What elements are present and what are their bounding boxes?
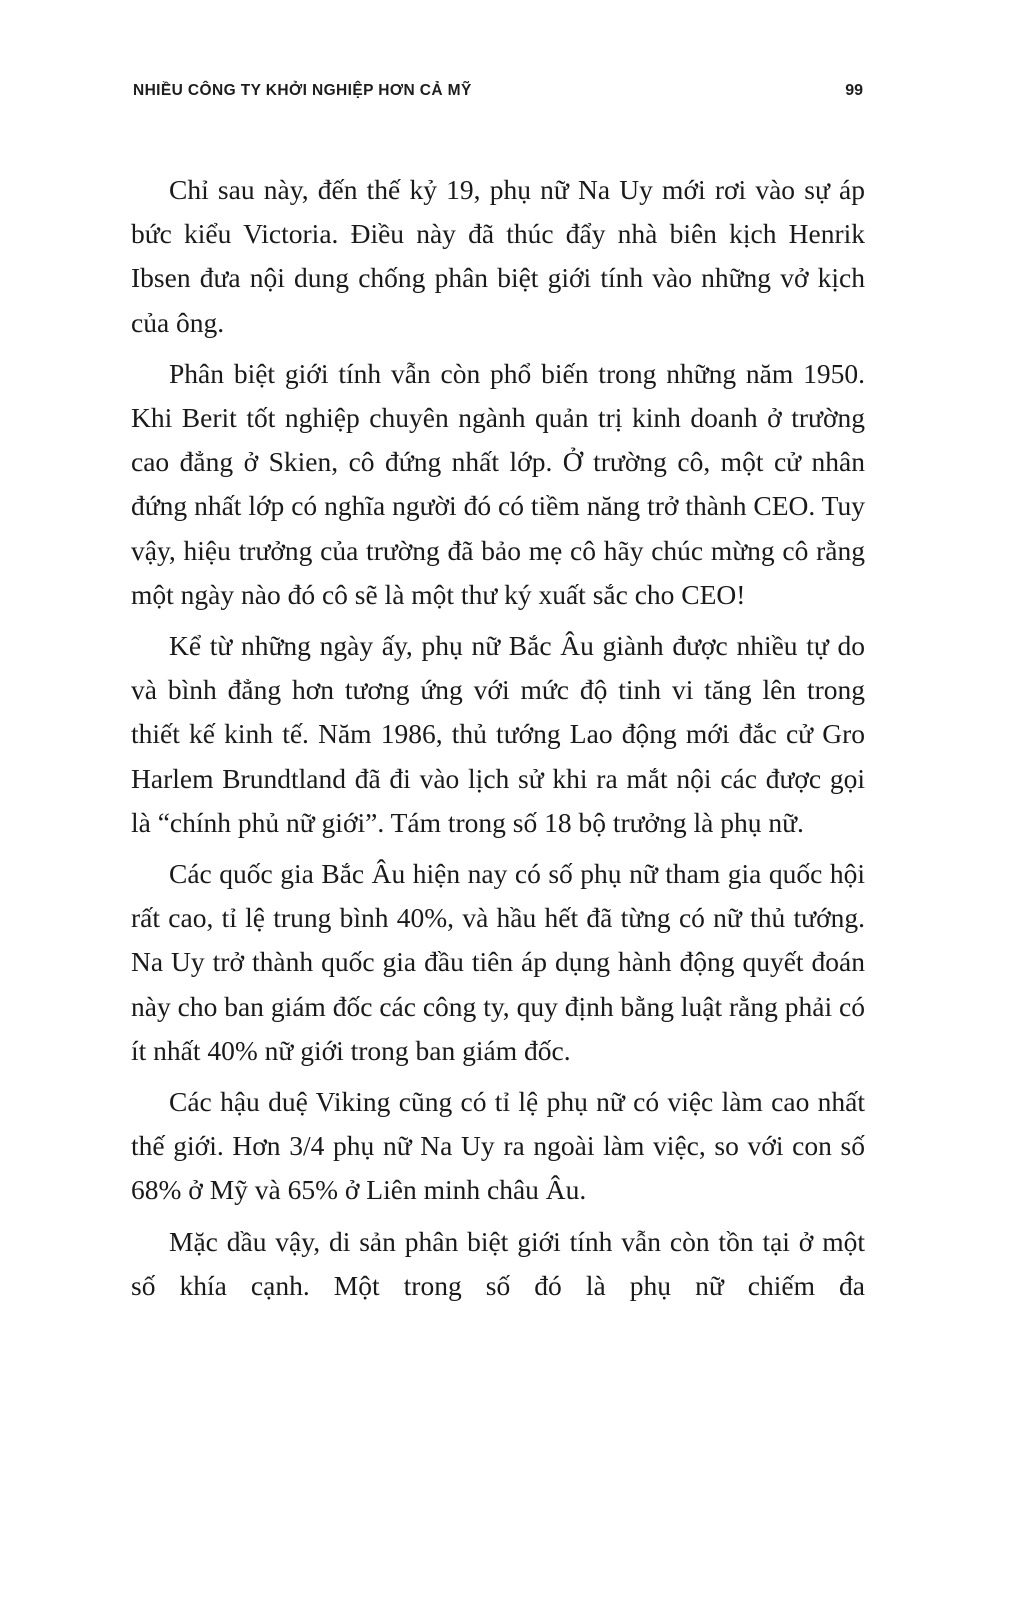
paragraph: Phân biệt giới tính vẫn còn phổ biến trong những năm 1950. Khi Berit tốt nghiệp chuyên ngành quản trị kinh doanh ở trường cao đẳng ở Skien, cô đứng nhất lớp. Ở trường cô, một cử nhân đứng nhất lớp có nghĩa người đó có tiềm năng trở thành CEO. Tuy vậy, hiệu trưởng của trường đã bảo mẹ cô hãy chúc mừng cô rằng một ngày nào đó cô sẽ là một thư ký xuất sắc cho CEO! [131, 357, 865, 610]
paragraph-continued: Mặc dầu vậy, di sản phân biệt giới tính vẫn còn tồn tại ở một số khía cạnh. Một trong số đó là phụ nữ chiếm đa [131, 1225, 865, 1301]
paragraph: Chỉ sau này, đến thế kỷ 19, phụ nữ Na Uy mới rơi vào sự áp bức kiểu Victoria. Điều này đã thúc đẩy nhà biên kịch Henrik Ibsen đưa nội dung chống phân biệt giới tính vào những vở kịch của ông. [131, 174, 865, 338]
page-number: 99 [845, 82, 863, 99]
body-text [131, 168, 865, 1315]
running-title: NHIỀU CÔNG TY KHỞI NGHIỆP HƠN CẢ MỸ [133, 82, 472, 99]
paragraph: Các quốc gia Bắc Âu hiện nay có số phụ nữ tham gia quốc hội rất cao, tỉ lệ trung bình 40%, và hầu hết đã từng có nữ thủ tướng. Na Uy trở thành quốc gia đầu tiên áp dụng hành động quyết đoán này cho ban giám đốc các công ty, quy định bằng luật rằng phải có ít nhất 40% nữ giới trong ban giám đốc. [131, 858, 865, 1066]
running-head [133, 80, 863, 102]
paragraph: Kể từ những ngày ấy, phụ nữ Bắc Âu giành được nhiều tự do và bình đẳng hơn tương ứng với mức độ tinh vi tăng lên trong thiết kế kinh tế. Năm 1986, thủ tướng Lao động mới đắc cử Gro Harlem Brundtland đã đi vào lịch sử khi ra mắt nội các được gọi là “chính phủ nữ giới”. Tám trong số 18 bộ trưởng là phụ nữ. [131, 630, 865, 838]
paragraph: Các hậu duệ Viking cũng có tỉ lệ phụ nữ có việc làm cao nhất thế giới. Hơn 3/4 phụ nữ Na Uy ra ngoài làm việc, so với con số 68% ở Mỹ và 65% ở Liên minh châu Âu. [131, 1086, 865, 1206]
